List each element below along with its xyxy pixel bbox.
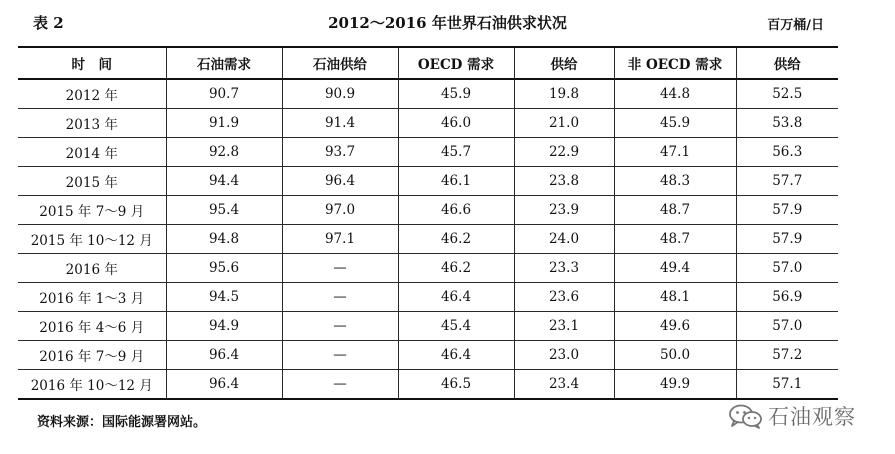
cell-oil-demand: 91.9 bbox=[166, 109, 282, 138]
cell-time: 2015 年 10～12 月 bbox=[18, 225, 166, 254]
watermark bbox=[728, 401, 856, 431]
cell-time: 2014 年 bbox=[18, 138, 166, 167]
cell-oil-supply: 97.1 bbox=[282, 225, 398, 254]
unit-label: 百万桶/日 bbox=[767, 18, 824, 33]
cell-time: 2015 年 7～9 月 bbox=[18, 196, 166, 225]
cell-non-oecd-supply: 57.9 bbox=[736, 225, 838, 254]
table-row bbox=[18, 196, 838, 225]
cell-non-oecd-supply: 57.0 bbox=[736, 254, 838, 283]
source-note: 资料来源：国际能源署网站。 bbox=[37, 415, 207, 430]
cell-oecd-demand: 45.4 bbox=[398, 312, 514, 341]
cell-non-oecd-demand: 49.4 bbox=[614, 254, 736, 283]
table-row bbox=[18, 225, 838, 254]
cell-oil-demand: 96.4 bbox=[166, 370, 282, 400]
cell-oecd-supply: 23.3 bbox=[514, 254, 614, 283]
table-title: 2012～2016 年世界石油供求状况 bbox=[328, 14, 567, 32]
cell-oil-supply: — bbox=[282, 283, 398, 312]
column-header-non-oecd-supply: 供给 bbox=[736, 47, 838, 79]
cell-non-oecd-supply: 57.0 bbox=[736, 312, 838, 341]
cell-oecd-supply: 22.9 bbox=[514, 138, 614, 167]
cell-oil-demand: 94.4 bbox=[166, 167, 282, 196]
table-row bbox=[18, 167, 838, 196]
table-row bbox=[18, 370, 838, 400]
cell-time: 2013 年 bbox=[18, 109, 166, 138]
table-row bbox=[18, 109, 838, 138]
cell-oecd-demand: 46.1 bbox=[398, 167, 514, 196]
column-header-time: 时 间 bbox=[18, 47, 166, 79]
cell-oecd-supply: 23.4 bbox=[514, 370, 614, 400]
cell-time: 2016 年 7～9 月 bbox=[18, 341, 166, 370]
cell-oil-supply: — bbox=[282, 341, 398, 370]
cell-non-oecd-supply: 56.3 bbox=[736, 138, 838, 167]
cell-non-oecd-demand: 48.3 bbox=[614, 167, 736, 196]
cell-time: 2016 年 1～3 月 bbox=[18, 283, 166, 312]
cell-oil-demand: 92.8 bbox=[166, 138, 282, 167]
cell-oecd-supply: 23.1 bbox=[514, 312, 614, 341]
cell-oecd-demand: 45.9 bbox=[398, 79, 514, 109]
cell-oecd-supply: 23.8 bbox=[514, 167, 614, 196]
table-number: 表 2 bbox=[33, 14, 64, 32]
cell-non-oecd-demand: 49.9 bbox=[614, 370, 736, 400]
cell-time: 2016 年 4～6 月 bbox=[18, 312, 166, 341]
cell-oecd-demand: 46.2 bbox=[398, 254, 514, 283]
cell-non-oecd-demand: 45.9 bbox=[614, 109, 736, 138]
table-row bbox=[18, 254, 838, 283]
cell-oil-supply: 91.4 bbox=[282, 109, 398, 138]
cell-oecd-supply: 23.6 bbox=[514, 283, 614, 312]
cell-oecd-supply: 21.0 bbox=[514, 109, 614, 138]
cell-oecd-supply: 19.8 bbox=[514, 79, 614, 109]
cell-oil-demand: 94.5 bbox=[166, 283, 282, 312]
cell-oil-demand: 95.4 bbox=[166, 196, 282, 225]
cell-oecd-demand: 46.6 bbox=[398, 196, 514, 225]
cell-non-oecd-demand: 48.1 bbox=[614, 283, 736, 312]
cell-oil-demand: 90.7 bbox=[166, 79, 282, 109]
cell-non-oecd-demand: 49.6 bbox=[614, 312, 736, 341]
cell-oil-supply: 93.7 bbox=[282, 138, 398, 167]
cell-non-oecd-supply: 57.7 bbox=[736, 167, 838, 196]
cell-oil-supply: 90.9 bbox=[282, 79, 398, 109]
cell-oil-supply: — bbox=[282, 370, 398, 400]
table-row bbox=[18, 79, 838, 109]
cell-non-oecd-supply: 56.9 bbox=[736, 283, 838, 312]
cell-non-oecd-demand: 48.7 bbox=[614, 225, 736, 254]
cell-oil-supply: 96.4 bbox=[282, 167, 398, 196]
wechat-icon bbox=[728, 403, 764, 429]
cell-time: 2016 年 10～12 月 bbox=[18, 370, 166, 400]
cell-non-oecd-supply: 57.1 bbox=[736, 370, 838, 400]
cell-oecd-demand: 46.2 bbox=[398, 225, 514, 254]
cell-oecd-demand: 45.7 bbox=[398, 138, 514, 167]
table-header-row bbox=[18, 47, 838, 79]
oil-supply-demand-table bbox=[18, 46, 838, 400]
table-header bbox=[0, 12, 895, 34]
cell-oil-demand: 96.4 bbox=[166, 341, 282, 370]
cell-non-oecd-supply: 57.9 bbox=[736, 196, 838, 225]
cell-time: 2016 年 bbox=[18, 254, 166, 283]
column-header-oecd-supply: 供给 bbox=[514, 47, 614, 79]
column-header-oecd-demand: OECD 需求 bbox=[398, 47, 514, 79]
cell-oecd-demand: 46.0 bbox=[398, 109, 514, 138]
table-row bbox=[18, 283, 838, 312]
cell-non-oecd-supply: 57.2 bbox=[736, 341, 838, 370]
table-row bbox=[18, 312, 838, 341]
cell-oil-demand: 95.6 bbox=[166, 254, 282, 283]
cell-non-oecd-demand: 44.8 bbox=[614, 79, 736, 109]
cell-non-oecd-supply: 53.8 bbox=[736, 109, 838, 138]
cell-oecd-supply: 23.0 bbox=[514, 341, 614, 370]
column-header-non-oecd-demand: 非 OECD 需求 bbox=[614, 47, 736, 79]
cell-oil-demand: 94.8 bbox=[166, 225, 282, 254]
cell-oil-supply: 97.0 bbox=[282, 196, 398, 225]
cell-non-oecd-demand: 50.0 bbox=[614, 341, 736, 370]
cell-non-oecd-supply: 52.5 bbox=[736, 79, 838, 109]
cell-oecd-demand: 46.4 bbox=[398, 283, 514, 312]
cell-oil-demand: 94.9 bbox=[166, 312, 282, 341]
cell-oil-supply: — bbox=[282, 254, 398, 283]
column-header-oil-demand: 石油需求 bbox=[166, 47, 282, 79]
cell-oecd-demand: 46.4 bbox=[398, 341, 514, 370]
watermark-text: 石油观察 bbox=[768, 405, 856, 429]
table-row bbox=[18, 341, 838, 370]
column-header-oil-supply: 石油供给 bbox=[282, 47, 398, 79]
cell-non-oecd-demand: 48.7 bbox=[614, 196, 736, 225]
cell-oecd-supply: 24.0 bbox=[514, 225, 614, 254]
cell-oecd-supply: 23.9 bbox=[514, 196, 614, 225]
cell-oecd-demand: 46.5 bbox=[398, 370, 514, 400]
table-row bbox=[18, 138, 838, 167]
cell-time: 2015 年 bbox=[18, 167, 166, 196]
cell-oil-supply: — bbox=[282, 312, 398, 341]
cell-non-oecd-demand: 47.1 bbox=[614, 138, 736, 167]
cell-time: 2012 年 bbox=[18, 79, 166, 109]
